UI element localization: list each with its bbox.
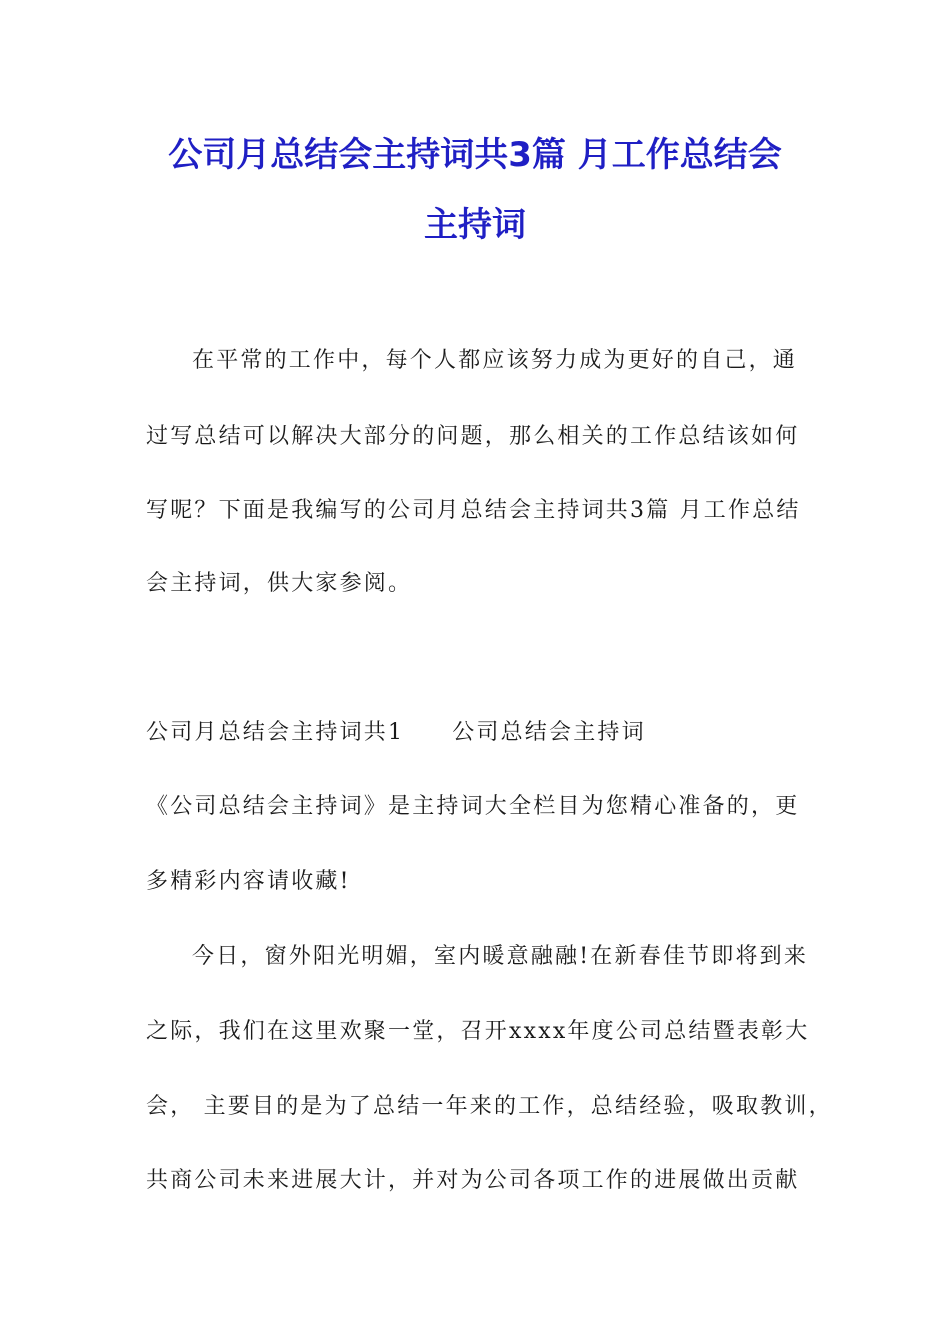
section-heading xyxy=(146,718,646,748)
body-paragraph-line: 会， 主要目的是为了总结一年来的工作，总结经验，吸取教训， xyxy=(146,1094,833,1119)
intro-paragraph-line: 会主持词，供大家参阅。 xyxy=(146,571,413,596)
section-heading-right: 公司总结会主持词 xyxy=(452,720,646,745)
intro-paragraph-line: 在平常的工作中，每个人都应该努力成为更好的自己，通 xyxy=(192,348,798,373)
body-paragraph-line: 多精彩内容请收藏! xyxy=(146,869,351,894)
body-paragraph-line: 共商公司未来进展大计，并对为公司各项工作的进展做出贡献 xyxy=(146,1168,800,1193)
intro-paragraph-line: 过写总结可以解决大部分的问题，那么相关的工作总结该如何 xyxy=(146,424,800,449)
body-paragraph-line: 今日，窗外阳光明媚，室内暖意融融!在新春佳节即将到来 xyxy=(192,944,809,969)
intro-paragraph-line: 写呢？下面是我编写的公司月总结会主持词共3篇 月工作总结 xyxy=(146,498,801,523)
body-paragraph-line: 《公司总结会主持词》是主持词大全栏目为您精心准备的，更 xyxy=(146,794,800,819)
document-title-line-2: 主持词 xyxy=(424,205,526,245)
body-paragraph-line: 之际，我们在这里欢聚一堂，召开xxxx年度公司总结暨表彰大 xyxy=(146,1019,810,1044)
section-heading-left: 公司月总结会主持词共1 xyxy=(146,720,405,745)
document-title-line-1: 公司月总结会主持词共3篇 月工作总结会 xyxy=(168,135,782,175)
